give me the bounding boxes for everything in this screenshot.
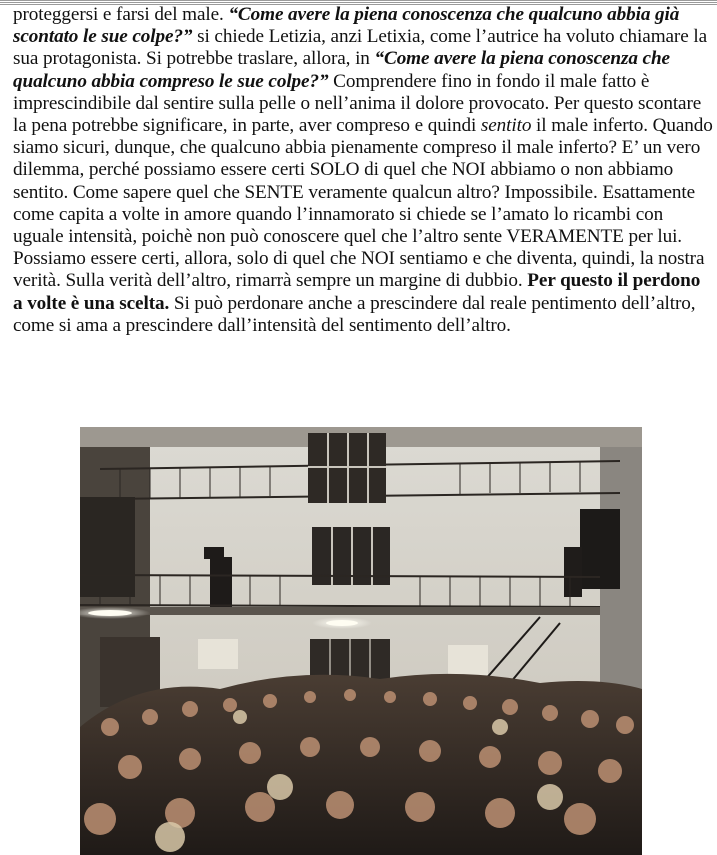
- quote-question-2: “Come avere la piena conoscenza che qualcuno abbia compreso le sue colpe?”: [13, 48, 670, 92]
- article-text: [13, 4, 713, 337]
- text-run: Comprendere fino in fondo il male fatto è imprescindibile dal sentire sulla pelle o nell’anima il dolore provocato. Per questo scontare la pena potrebbe significare, in parte, aver compreso e quindi: [13, 70, 702, 137]
- event-photo: [80, 427, 642, 855]
- text-run: il male inferto. Quando siamo sicuri, dunque, che qualcuno abbia pienamente compreso il male inferto? E’ un vero dilemma, perché possiamo essere certi SOLO di quel che NOI abbiamo o non abbiamo sentito. Come sapere quel che SENTE veramente qualcun altro? Impossibile. Esattamente come capita a volte in amore quando l’innamorato si chiede se l’amato lo ricambi con uguale intensità, poichè non può conoscere quel che l’altro sente VERAMENTE per lui. Possiamo essere certi, allora, solo di quel che NOI sentiamo e che diventa, quindi, la nostra verità. Sulla verità dell’altro, rimarrà sempre un margine di dubbio.: [13, 115, 713, 292]
- prison-hall-photo: [80, 427, 642, 855]
- article-paragraph: [13, 4, 713, 337]
- bold-sentence: Per questo il perdono a volte è una scelta.: [13, 270, 701, 314]
- text-run: proteggersi e farsi del male.: [13, 4, 229, 25]
- italic-word: sentito: [480, 115, 532, 137]
- quote-question-1: “Come avere la piena conoscenza che qualcuno abbia già scontato le sue colpe?”: [13, 4, 680, 48]
- text-run: si chiede Letizia, anzi Letixia, come l’autrice ha voluto chiamare la sua protagonista. Si potrebbe traslare, allora, in: [13, 26, 707, 70]
- text-run: Si può perdonare anche a prescindere dal reale pentimento dell’altro, come si ama a prescindere dall’intensità del sentimento dell’altro.: [13, 292, 696, 336]
